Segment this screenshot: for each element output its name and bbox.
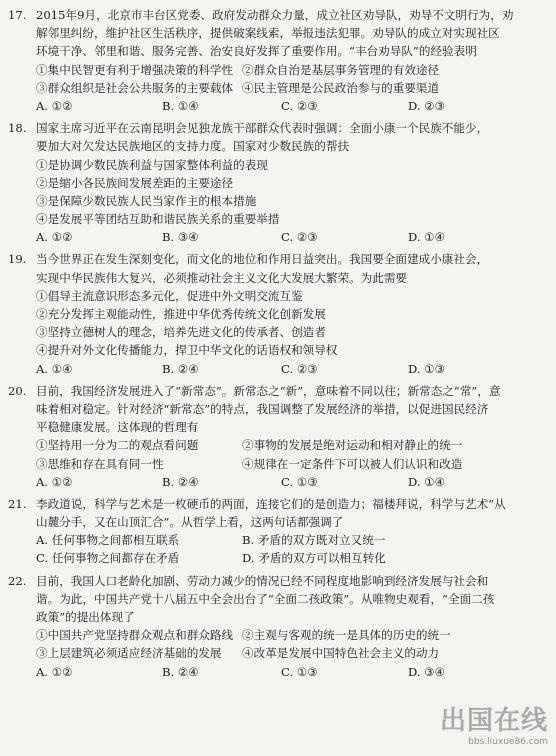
statement: ④是发展平等团结互助和谐民族关系的重要举措	[36, 212, 280, 227]
statement: ①是协调少数民族利益与国家整体利益的表现	[36, 157, 268, 172]
statement: ①倡导主流意识形态多元化，促进中外文明交流互鉴	[36, 288, 303, 303]
statement-row	[36, 455, 546, 473]
statement: ③坚持立德树人的理念，培养先进文化的传承者、创造者	[36, 325, 326, 340]
option-c: C. ②③	[281, 98, 318, 113]
option-c: C. ②③	[281, 230, 318, 245]
statement: ④提升对外文化传播能力，捍卫中华文化的话语权和领导权	[36, 343, 338, 358]
option-b: B. ③④	[162, 230, 199, 245]
option-c: C. ②③	[281, 361, 318, 376]
question-stem-line: 政策”的提出体现了	[36, 610, 135, 624]
question-18	[8, 119, 546, 246]
question-stem-line: 目前，我国经济发展进入了“新常态”。新常态之“新”，意味着不同以往；新常态之“常”，意	[36, 383, 501, 398]
statement: ④改革是发展中国特色社会主义的动力	[242, 646, 440, 661]
option-a: A. ①②	[36, 230, 73, 245]
choice: A. 任何事物之间都相互联系	[36, 533, 180, 548]
option-a: A. ①②	[36, 98, 73, 113]
statement: ④民主管理是公民政治参与的重要渠道	[242, 80, 440, 95]
option-c: C. ①③	[281, 664, 318, 679]
question-number: 17.	[8, 8, 27, 22]
statement: ①坚持用一分为二的观点看问题	[36, 438, 199, 453]
statement-row	[36, 626, 546, 644]
question-stem-line: 要加大对欠发达民族地区的支持力度。国家对少数民族的帮扶	[36, 139, 350, 154]
choice: D. 矛盾的双方可以相互转化	[242, 551, 386, 566]
option-d: D. ③④	[408, 664, 446, 679]
question-number: 20.	[8, 383, 27, 398]
option-d: D. ①④	[408, 474, 446, 489]
option-a: A. ①②	[36, 474, 73, 489]
question-number: 18.	[8, 121, 27, 136]
question-number: 19.	[8, 252, 27, 267]
question-stem-line: 实现中华民族伟大复兴，必须推动社会主义文化大发展大繁荣。为此需要	[36, 270, 408, 285]
watermark-logo: 出国在线	[439, 706, 548, 736]
statement: ①集中民智更有利于增强决策的科学性	[36, 62, 234, 77]
watermark-url: bbs.liuxue86.com	[468, 737, 548, 747]
question-stem-line: 山麓分手，又在山顶汇合”。从哲学上看，这两句话都强调了	[36, 515, 344, 530]
statement-row	[36, 79, 546, 97]
statement: ③群众组织是社会公共服务的主要载体	[36, 80, 234, 95]
question-stem-line: 味着相对稳定。针对经济“新常态”的特点，我国调整了发展经济的举措，以促进国民经济	[36, 401, 489, 416]
question-stem-line: 谐。为此，中国共产党十八届五中全会出台了“全面二孩政策”。从唯物史观看，“全面二孩	[36, 591, 495, 606]
statement-row	[36, 531, 546, 549]
option-d: D. ②③	[408, 98, 446, 113]
statement-row	[36, 436, 546, 454]
question-stem-line: 李政道说，科学与艺术是一枚硬币的两面，连接它们的是创造力；福楼拜说，科学与艺术“从	[36, 496, 506, 511]
question-21	[8, 495, 546, 568]
statement-row	[36, 644, 546, 662]
option-b: B. ②④	[162, 474, 199, 489]
statement: ②群众自治是基层事务管理的有效途径	[242, 62, 440, 77]
question-22	[8, 572, 546, 681]
statement-row	[36, 61, 546, 79]
option-b: B. ①④	[162, 98, 199, 113]
watermark	[418, 706, 548, 752]
statement: ①中国共产党坚持群众观点和群众路线	[36, 628, 234, 643]
option-b: B. ②④	[162, 361, 199, 376]
option-c: C. ①③	[281, 474, 318, 489]
option-b: B. ②④	[162, 664, 199, 679]
question-17	[8, 6, 546, 115]
question-stem-line: 平稳健康发展。这体现的哲理有	[36, 420, 199, 435]
statement: ②充分发挥主观能动性，推进中华优秀传统文化创新发展	[36, 307, 326, 321]
question-19	[8, 250, 546, 377]
statement: ③上层建筑必须适应经济基础的发展	[36, 646, 222, 661]
question-number: 22.	[8, 573, 27, 588]
question-stem-line: 2015年9月，北京市丰台区党委、政府发动群众力量，成立社区劝导队，劝导不文明行为，劝	[36, 8, 514, 22]
question-stem-line: 目前，我国人口老龄化加剧、劳动力减少的情况已经不同程度地影响到经济发展与社会和	[36, 573, 489, 588]
question-stem-line: 国家主席习近平在云南昆明会见独龙族干部群众代表时强调：全面小康一个民族不能少，	[36, 121, 489, 136]
statement: ②事物的发展是绝对运动和相对静止的统一	[242, 438, 463, 453]
choice: B. 矛盾的双方既对立又统一	[242, 533, 386, 548]
option-a: A. ①②	[36, 664, 73, 679]
question-stem-line: 解邻里纠纷，维护社区生活秩序，提供破案线索，举报违法犯罪。劝导队的成立对实现社区	[36, 26, 500, 41]
statement: ③思维和存在具有同一性	[36, 456, 164, 471]
question-20	[8, 382, 546, 491]
question-stem-line: 环境干净、邻里和谐、服务完善、治安良好发挥了重要作用。“丰台劝导队”的经验表明	[36, 44, 477, 59]
option-a: A. ①④	[36, 361, 73, 376]
option-d: D. ①④	[408, 230, 446, 245]
choice: C. 任何事物之间都存在矛盾	[36, 551, 180, 566]
statement: ③是保障少数民族人民当家作主的根本措施	[36, 193, 257, 208]
option-d: D. ①③	[408, 361, 446, 376]
statement: ②是缩小各民族间发展差距的主要途径	[36, 175, 234, 190]
statement-row	[36, 549, 546, 567]
question-number: 21.	[8, 496, 27, 511]
statement: ④规律在一定条件下可以被人们认识和改造	[242, 456, 463, 471]
question-stem-line: 当今世界正在发生深刻变化，而文化的地位和作用日益突出。我国要全面建成小康社会，	[36, 252, 489, 267]
statement: ②主观与客观的统一是具体的历史的统一	[242, 628, 451, 643]
